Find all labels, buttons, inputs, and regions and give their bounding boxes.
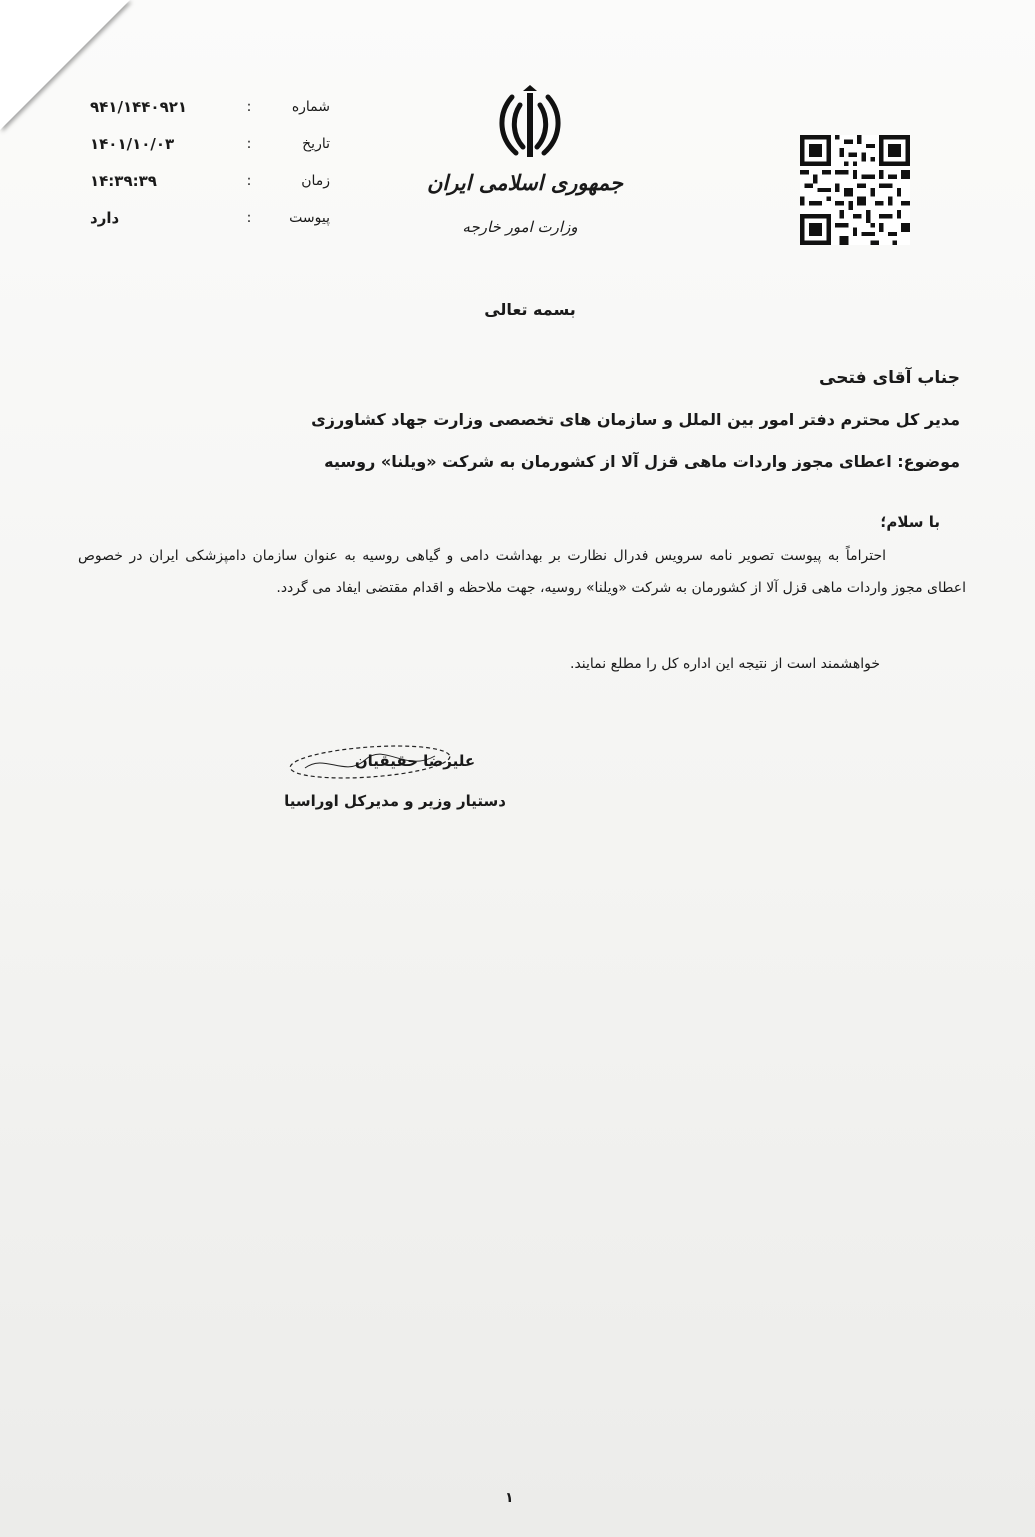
signer-name: علیرضا حقیقیان (354, 752, 476, 770)
meta-time-label: زمان (301, 172, 330, 189)
letter-body: احتراماً به پیوست تصویر نامه سرویس فدرال نظارت بر بهداشت دامی و گیاهی روسیه به عنوان سازمان دامپزشکی ایران در خصوص اعطای مجوز واردات ماهی قزل آلا از کشورمان به شرکت «ویلنا» روسیه، جهت ملاحظه و اقدام مقتضی ایفاد می گردد. (78, 548, 966, 596)
letter-meta (90, 88, 330, 236)
meta-date-value: ۱۴۰۱/۱۰/۰۳ (90, 134, 175, 153)
iran-emblem-icon (490, 85, 570, 165)
ministry-name: وزارت امور خارجه (462, 218, 578, 236)
letter-greeting: با سلام؛ (880, 513, 940, 531)
recipient-title: مدیر کل محترم دفتر امور بین الملل و سازمان های تخصصی وزارت جهاد کشاورزی (311, 410, 960, 429)
meta-date-label: تاریخ (302, 135, 330, 152)
recipient-name: جناب آقای فتحی (819, 368, 960, 388)
country-name: جمهوری اسلامی ایران (426, 170, 624, 195)
letter-closing: خواهشمند است از نتیجه این اداره کل را مطلع نمایند. (570, 656, 880, 672)
meta-attachment-value: دارد (90, 208, 120, 227)
bismillah-heading: بسمه تعالی (484, 300, 576, 319)
meta-time-row: زمان : ۱۴:۳۹:۳۹ (90, 171, 330, 190)
meta-number-value: ۹۴۱/۱۴۴۰۹۲۱ (90, 97, 188, 116)
signer-title: دستیار وزیر و مدیرکل اوراسیا (284, 792, 506, 810)
meta-date-row: تاریخ : ۱۴۰۱/۱۰/۰۳ (90, 134, 330, 153)
meta-attachment-row: پیوست : دارد (90, 208, 330, 227)
page-mark: ۱ (505, 1490, 514, 1506)
qr-code-icon (800, 135, 910, 245)
meta-time-value: ۱۴:۳۹:۳۹ (90, 171, 157, 190)
letter-subject: موضوع: اعطای مجوز واردات ماهی قزل آلا از کشورمان به شرکت «ویلنا» روسیه (324, 452, 960, 471)
meta-number-row: شماره : ۹۴۱/۱۴۴۰۹۲۱ (90, 97, 330, 116)
meta-number-label: شماره (291, 98, 330, 115)
meta-attachment-label: پیوست (289, 209, 330, 226)
